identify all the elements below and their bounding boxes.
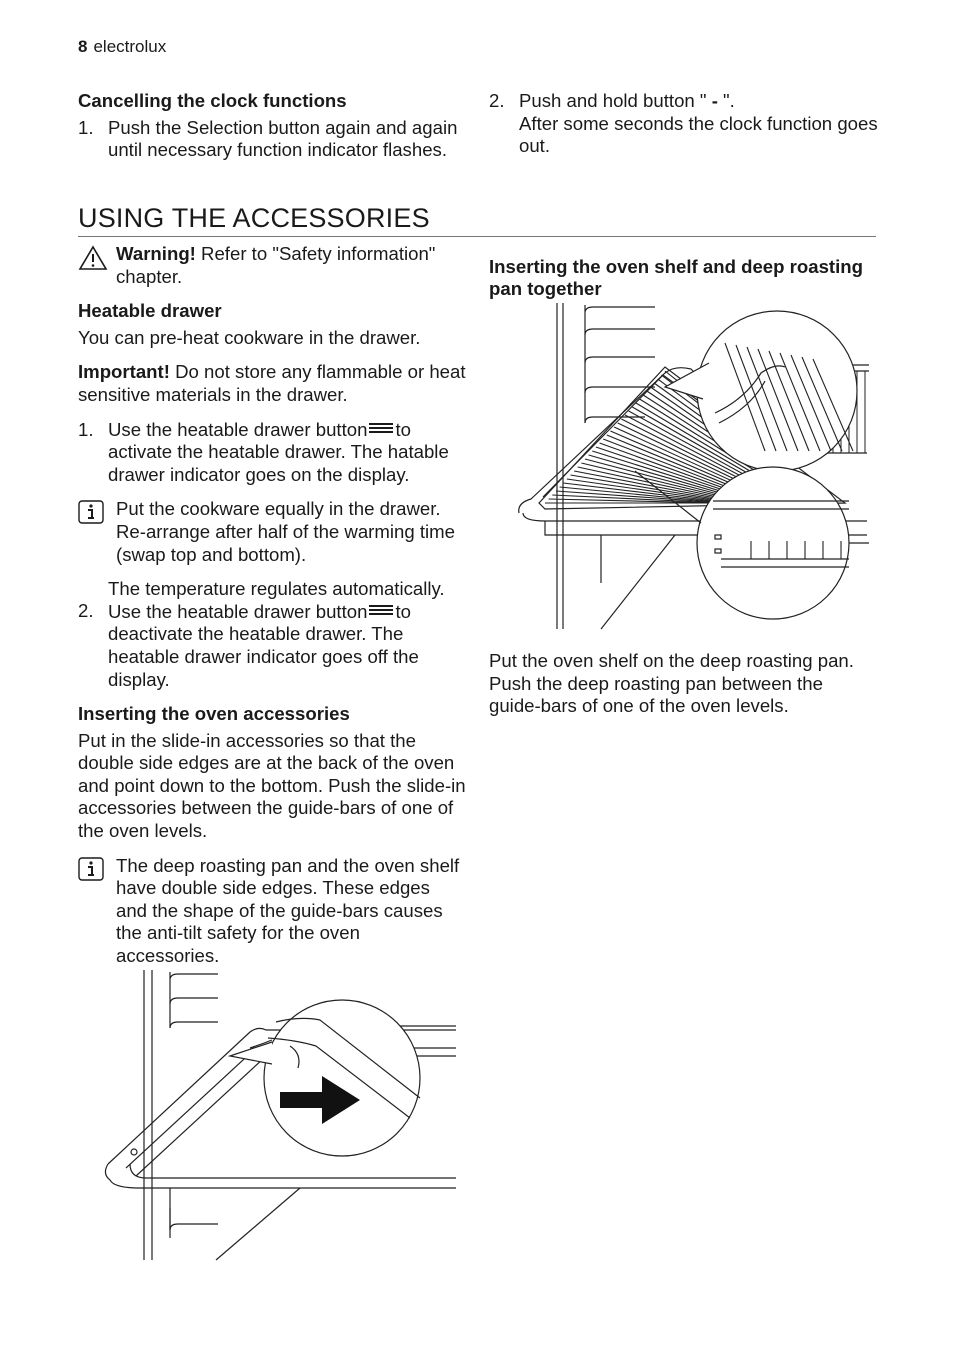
page-header (78, 37, 166, 57)
step-text-pre: Push and hold button " (519, 90, 712, 111)
drawer-step-1 (78, 419, 466, 487)
info-icon (78, 498, 116, 566)
step-number: 2. (489, 90, 505, 111)
clock-cancel-heading: Cancelling the clock functions (78, 90, 347, 111)
heatable-drawer-icon (369, 423, 393, 435)
page-number: 8 (78, 37, 88, 56)
warning-text: Refer to "Safety information" chapter. (116, 243, 436, 287)
shelf-pan-body: Put the oven shelf on the deep roasting pan. Push the deep roasting pan between the guide-bars of one of the oven levels. (489, 650, 854, 717)
step-text-pre: Use the heatable drawer button (108, 600, 368, 622)
heatable-drawer-heading: Heatable drawer (78, 300, 222, 322)
oven-accessories-body: Put in the slide-in accessories so that the double side edges are at the back of the oven and point down to the bottom. Push the slide-in accessories between the guide-bars of one of the oven levels. (78, 729, 466, 842)
warning-note (78, 243, 466, 288)
clock-cancel-step-2 (489, 90, 879, 158)
minus-button-symbol: - (711, 90, 718, 111)
shelf-and-pan-illustration (515, 303, 871, 633)
step-number: 1. (78, 418, 94, 440)
warning-triangle-icon (78, 243, 116, 288)
important-label: Important! (78, 361, 170, 383)
brand-name: electrolux (93, 37, 167, 56)
info-note-text: The deep roasting pan and the oven shelf have double side edges. These edges and the shape of the guide-bars causes the anti-tilt safety for the oven accessories. (116, 854, 460, 967)
roasting-pan-illustration (100, 968, 458, 1264)
oven-accessories-heading: Inserting the oven accessories (78, 703, 350, 725)
warning-label: Warning! (116, 243, 196, 264)
info-icon (78, 855, 116, 968)
heatable-drawer-intro: You can pre-heat cookware in the drawer. (78, 326, 421, 348)
important-note (78, 361, 466, 406)
shelf-pan-heading: Inserting the oven shelf and deep roasting pan together (489, 256, 863, 299)
step-text-post: to deactivate the heatable drawer. The heatable drawer indicator goes off the display. (108, 600, 419, 690)
info-note-text: Put the cookware equally in the drawer. Re-arrange after half of the warming time (swap top and bottom). (116, 498, 455, 565)
shelf-pan-body-block (489, 650, 879, 718)
left-column (78, 243, 466, 968)
info-note-cookware (78, 498, 466, 566)
important-text: Do not store any flammable or heat sensitive materials in the drawer. (78, 361, 466, 405)
heatable-drawer-icon (369, 605, 393, 617)
temperature-text: The temperature regulates automatically. (108, 578, 445, 600)
step-text: Push the Selection button again and again until necessary function indicator flashes. (108, 116, 458, 161)
step-result-text: After some seconds the clock function goes out. (519, 112, 878, 157)
section-title: USING THE ACCESSORIES (78, 203, 430, 233)
drawer-step-2 (78, 578, 466, 691)
clock-cancel-step-1 (78, 117, 468, 162)
step-number: 1. (78, 116, 94, 138)
info-note-anti-tilt (78, 855, 466, 968)
step-text-post: to activate the heatable drawer. The hatable drawer indicator goes on the display. (108, 418, 449, 485)
shelf-wire (560, 487, 729, 503)
clock-cancel-section (78, 90, 468, 162)
step-text-pre: Use the heatable drawer button (108, 418, 368, 440)
section-divider (78, 236, 876, 237)
shelf-pan-section (489, 256, 879, 300)
step-number: 2. (78, 600, 94, 622)
step-text-post: ". (717, 90, 735, 111)
